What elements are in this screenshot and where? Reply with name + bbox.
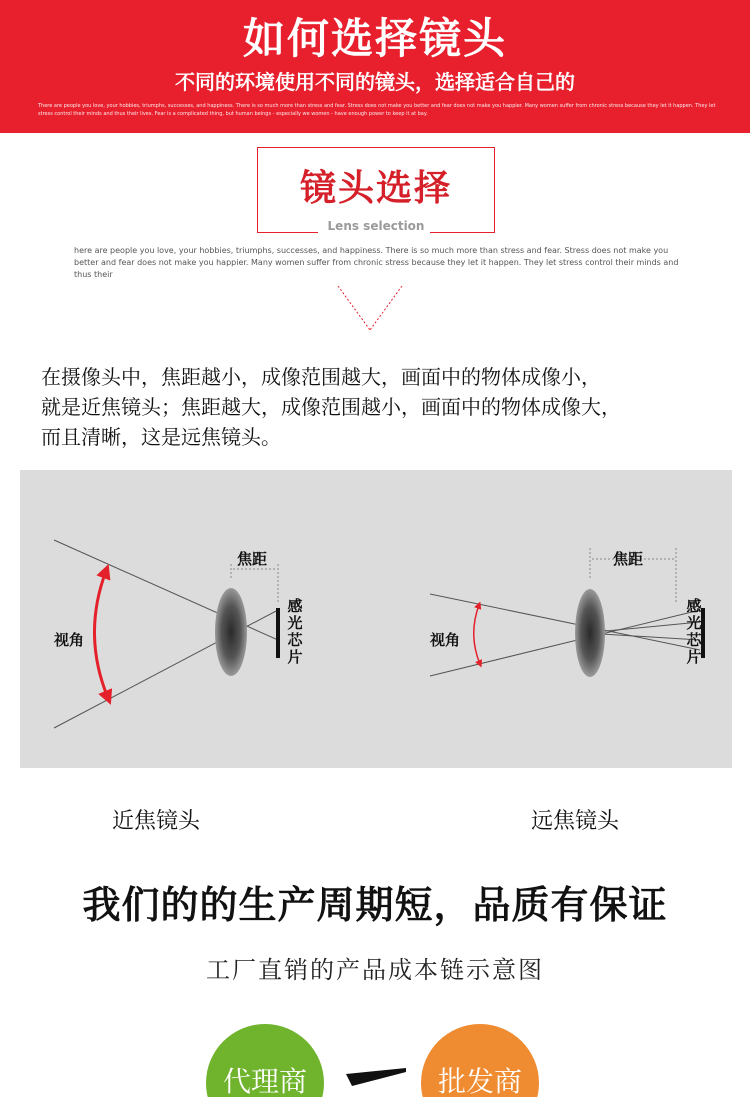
paragraph-line: 而且清晰，这是远焦镜头。 (41, 425, 281, 449)
header-banner (0, 0, 750, 133)
section-subtitle-en: Lens selection (327, 219, 425, 233)
explanation-paragraph (41, 362, 721, 452)
lens-diagrams (20, 470, 732, 768)
promo-headline: 我们的的生产周期短，品质有保证 (82, 883, 668, 927)
paragraph-line: 在摄像头中，焦距越小，成像范围越大，画面中的物体成像小， (41, 365, 601, 389)
far-focus-caption: 远焦镜头 (531, 809, 620, 834)
sensor-label: 感 光 芯 片 (686, 597, 702, 666)
view-angle-arc (94, 571, 108, 698)
lens-icon (575, 589, 605, 677)
banner-fine-print: There are people you love, your hobbies, triumphs, successes, and happiness. There is so much more than stress and fear. Stress does not make you better and fear does not make you happier. Many women suffer from chronic stress because they let it happen. They let stress control their minds and thus their lives. Fear is a complicated thing, but human beings - especially we women - have enough power to keep it at bay. (38, 103, 716, 117)
banner-subtitle: 不同的环境使用不同的镜头，选择适合自己的 (175, 70, 575, 94)
section-title: 镜头选择 (299, 168, 452, 209)
view-angle-label: 视角 (54, 631, 85, 649)
section-fine-print: here are people you love, your hobbies, triumphs, successes, and happiness. There is so much more than stress and fear. Stress does not make you better and fear does not make you happier. Many women suffer from chronic stress because they let it happen. They let stress control their minds and thus their (74, 246, 679, 279)
arrow-right-icon (344, 1066, 408, 1088)
wholesaler-node: 批发商 (421, 1024, 539, 1097)
view-angle-label: 视角 (430, 631, 461, 649)
near-focus-caption: 近焦镜头 (112, 809, 201, 834)
view-angle-arc (474, 605, 480, 664)
agent-node: 代理商 (206, 1024, 324, 1097)
chevron-down-icon (336, 284, 406, 334)
sensor-label: 感 光 芯 片 (287, 597, 303, 666)
banner-title: 如何选择镜头 (242, 14, 507, 63)
lens-diagram-panel (20, 470, 732, 768)
lens-icon (215, 588, 247, 676)
focal-length-label: 焦距 (613, 550, 644, 568)
paragraph-line: 就是近焦镜头；焦距越大，成像范围越小，画面中的物体成像大， (41, 395, 621, 419)
focal-length-label: 焦距 (237, 550, 268, 568)
cost-chain-title: 工厂直销的产品成本链示意图 (206, 956, 544, 984)
far-focus-diagram (430, 548, 703, 677)
